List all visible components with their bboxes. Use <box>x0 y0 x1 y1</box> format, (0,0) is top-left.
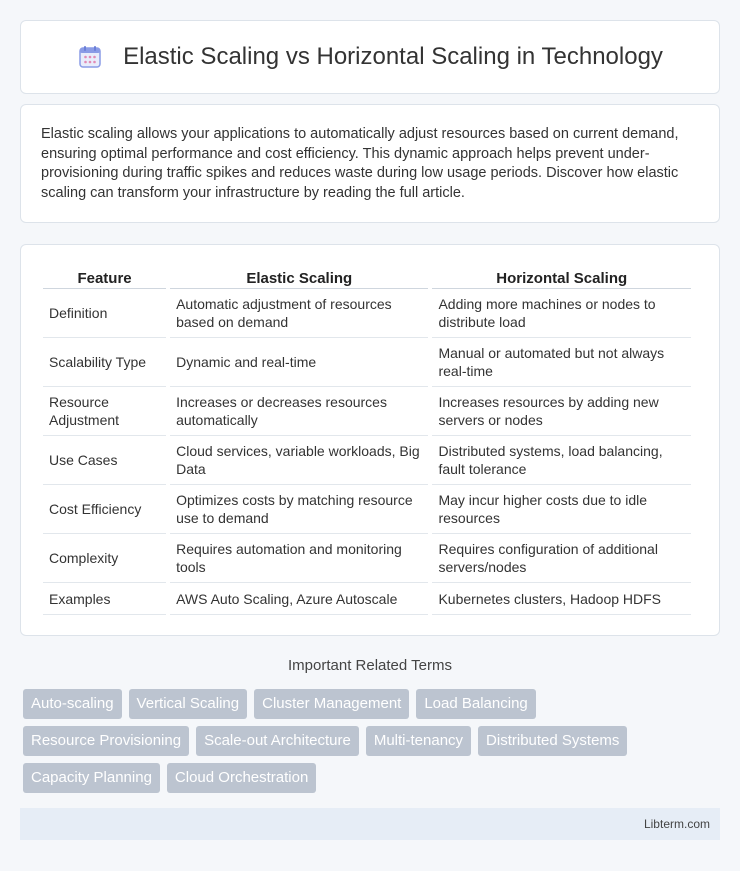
table-cell-elastic: Cloud services, variable workloads, Big Data <box>170 436 428 485</box>
footer <box>20 808 720 840</box>
footer-site-link[interactable]: Libterm.com <box>643 817 710 831</box>
table-cell-elastic: Automatic adjustment of resources based on demand <box>170 289 428 338</box>
table-cell-elastic: Optimizes costs by matching resource use to demand <box>170 485 428 534</box>
table-cell-elastic: Dynamic and real-time <box>170 338 428 387</box>
table-cell-elastic: Increases or decreases resources automatically <box>170 387 428 436</box>
comparison-table-card <box>20 244 720 636</box>
table-row <box>43 338 691 387</box>
table-cell-elastic: Requires automation and monitoring tools <box>170 534 428 583</box>
table-cell-feature: Definition <box>43 289 166 338</box>
table-cell-horizontal: Distributed systems, load balancing, fault tolerance <box>432 436 691 485</box>
tag-multi-tenancy[interactable]: Multi-tenancy <box>366 726 471 756</box>
tag-scale-out-architecture[interactable]: Scale-out Architecture <box>196 726 359 756</box>
table-cell-feature: Cost Efficiency <box>43 485 166 534</box>
table-row <box>43 387 691 436</box>
table-cell-horizontal: Increases resources by adding new servers or nodes <box>432 387 691 436</box>
comparison-table <box>39 265 695 615</box>
table-cell-horizontal: May incur higher costs due to idle resources <box>432 485 691 534</box>
table-cell-horizontal: Kubernetes clusters, Hadoop HDFS <box>432 583 691 615</box>
tag-cloud-orchestration[interactable]: Cloud Orchestration <box>167 763 316 793</box>
table-row <box>43 534 691 583</box>
intro-text: Elastic scaling allows your applications to automatically adjust resources based on current demand, ensuring optimal performance and cost efficiency. This dynamic approach helps prevent under-provisioning during traffic spikes and reduces waste during low usage periods. Discover how elastic scaling can transform your infrastructure by reading the full article. <box>41 126 679 201</box>
tag-vertical-scaling[interactable]: Vertical Scaling <box>129 689 248 719</box>
table-row <box>43 289 691 338</box>
table-cell-feature: Examples <box>43 583 166 615</box>
header-horizontal-scaling: Horizontal Scaling <box>432 265 691 289</box>
tag-cluster-management[interactable]: Cluster Management <box>254 689 409 719</box>
related-terms-title: Important Related Terms <box>288 657 452 674</box>
tag-auto-scaling[interactable]: Auto-scaling <box>23 689 122 719</box>
header-feature: Feature <box>43 265 166 289</box>
related-terms-tags <box>23 689 683 793</box>
tag-load-balancing[interactable]: Load Balancing <box>416 689 535 719</box>
table-cell-horizontal: Adding more machines or nodes to distribute load <box>432 289 691 338</box>
table-cell-feature: Scalability Type <box>43 338 166 387</box>
table-cell-feature: Use Cases <box>43 436 166 485</box>
header-elastic-scaling: Elastic Scaling <box>170 265 428 289</box>
table-row <box>43 436 691 485</box>
calendar-icon <box>77 44 103 70</box>
table-cell-horizontal: Requires configuration of additional servers/nodes <box>432 534 691 583</box>
header-card <box>20 20 720 94</box>
table-cell-horizontal: Manual or automated but not always real-time <box>432 338 691 387</box>
tag-capacity-planning[interactable]: Capacity Planning <box>23 763 160 793</box>
table-header-row <box>43 265 691 289</box>
intro-card <box>20 104 720 223</box>
table-row <box>43 583 691 615</box>
table-cell-feature: Complexity <box>43 534 166 583</box>
tag-distributed-systems[interactable]: Distributed Systems <box>478 726 627 756</box>
tag-resource-provisioning[interactable]: Resource Provisioning <box>23 726 189 756</box>
table-cell-feature: Resource Adjustment <box>43 387 166 436</box>
page-title: Elastic Scaling vs Horizontal Scaling in Technology <box>123 43 663 70</box>
table-cell-elastic: AWS Auto Scaling, Azure Autoscale <box>170 583 428 615</box>
table-row <box>43 485 691 534</box>
